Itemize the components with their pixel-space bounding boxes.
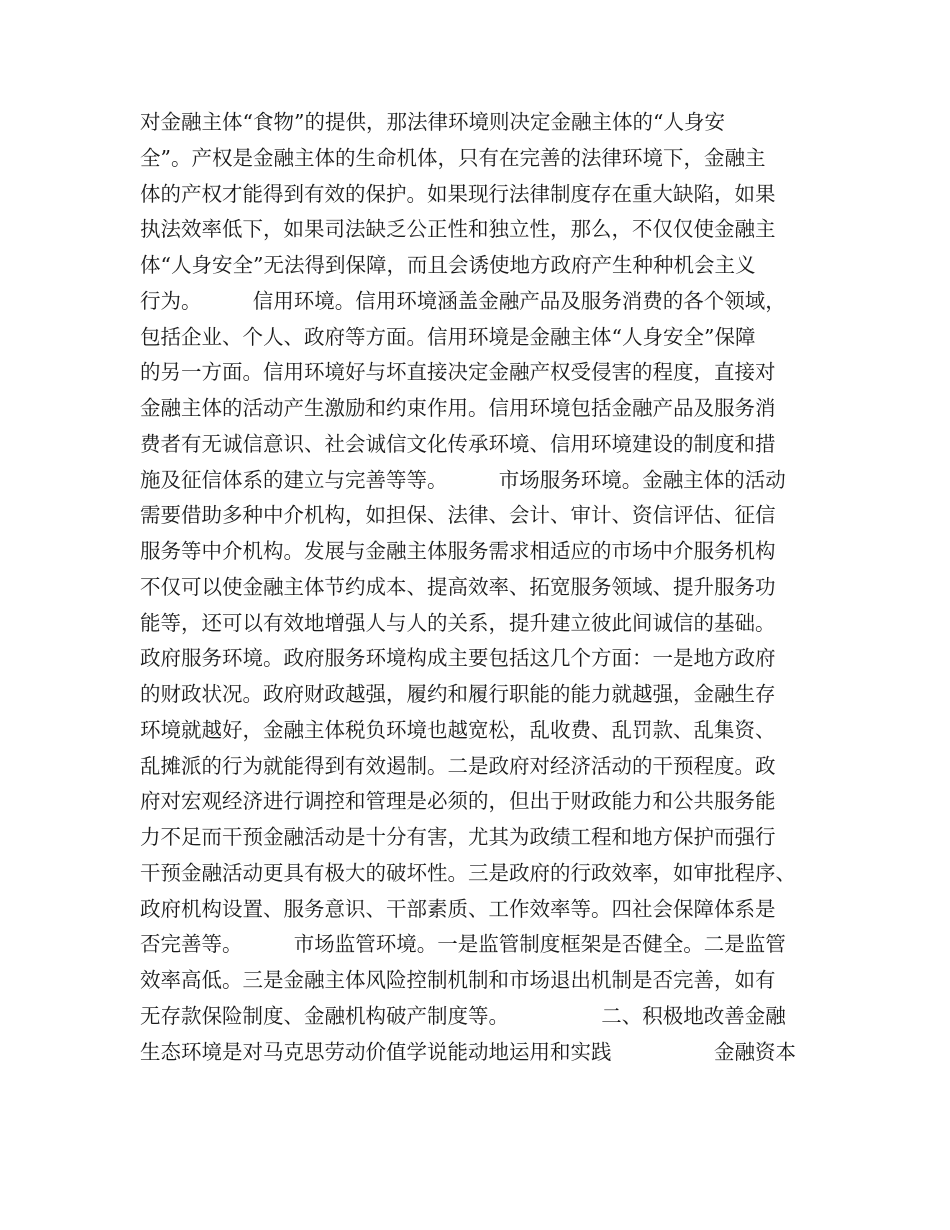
- text-line: 需要借助多种中介机构，如担保、法律、会计、审计、资信评估、征信: [140, 503, 776, 528]
- text-line: 体“人身安全”无法得到保障，而且会诱使地方政府产生种种机会主义: [140, 253, 756, 277]
- text-line: 施及征信体系的建立与完善等等。 市场服务环境。金融主体的活动: [140, 467, 786, 492]
- text-line: 生态环境是对马克思劳动价值学说能动地运用和实践 金融资本: [140, 1039, 796, 1064]
- text-line: 行为。 信用环境。信用环境涵盖金融产品及服务消费的各个领域，: [140, 288, 786, 313]
- text-line: 费者有无诚信意识、社会诚信文化传承环境、信用环境建设的制度和措: [140, 431, 776, 456]
- text-line: 无存款保险制度、金融机构破产制度等。 二、积极地改善金融: [140, 1003, 786, 1028]
- body-text: [140, 105, 830, 1070]
- text-line: 包括企业、个人、政府等方面。信用环境是金融主体“人身安全”保障: [140, 324, 756, 349]
- text-line: 执法效率低下，如果司法缺乏公正性和独立性，那么，不仅仅使金融主: [140, 217, 776, 242]
- text-line: 环境就越好，金融主体税负环境也越宽松，乱收费、乱罚款、乱集资、: [140, 717, 776, 742]
- text-line: 政府机构设置、服务意识、干部素质、工作效率等。四社会保障体系是: [140, 896, 776, 921]
- text-line: 金融主体的活动产生激励和约束作用。信用环境包括金融产品及服务消: [140, 396, 776, 420]
- text-line: 能等，还可以有效地增强人与人的关系，提升建立彼此间诚信的基础。: [140, 610, 776, 635]
- text-line: 干预金融活动更具有极大的破坏性。三是政府的行政效率，如审批程序、: [140, 860, 796, 885]
- text-line: 体的产权才能得到有效的保护。如果现行法律制度存在重大缺陷，如果: [140, 181, 776, 206]
- text-line: 服务等中介机构。发展与金融主体服务需求相适应的市场中介服务机构: [140, 539, 776, 563]
- text-line: 全”。产权是金融主体的生命机体，只有在完善的法律环境下，金融主: [140, 145, 766, 170]
- text-line: 力不足而干预金融活动是十分有害，尤其为政绩工程和地方保护而强行: [140, 825, 776, 849]
- text-line: 否完善等。 市场监管环境。一是监管制度框架是否健全。二是监管: [140, 932, 786, 957]
- text-line: 政府服务环境。政府服务环境构成主要包括这几个方面：一是地方政府: [140, 646, 776, 671]
- text-line: 对金融主体“食物”的提供，那法律环境则决定金融主体的“人身安: [140, 110, 725, 134]
- text-line: 的另一方面。信用环境好与坏直接决定金融产权受侵害的程度，直接对: [140, 360, 776, 385]
- text-line: 效率高低。三是金融主体风险控制机制和市场退出机制是否完善，如有: [140, 968, 776, 992]
- text-line: 府对宏观经济进行调控和管理是必须的，但出于财政能力和公共服务能: [140, 789, 776, 814]
- text-line: 不仅可以使金融主体节约成本、提高效率、拓宽服务领域、提升服务功: [140, 574, 776, 599]
- text-line: 乱摊派的行为就能得到有效遏制。二是政府对经济活动的干预程度。政: [140, 753, 776, 778]
- text-line: 的财政状况。政府财政越强，履约和履行职能的能力就越强，金融生存: [140, 682, 776, 706]
